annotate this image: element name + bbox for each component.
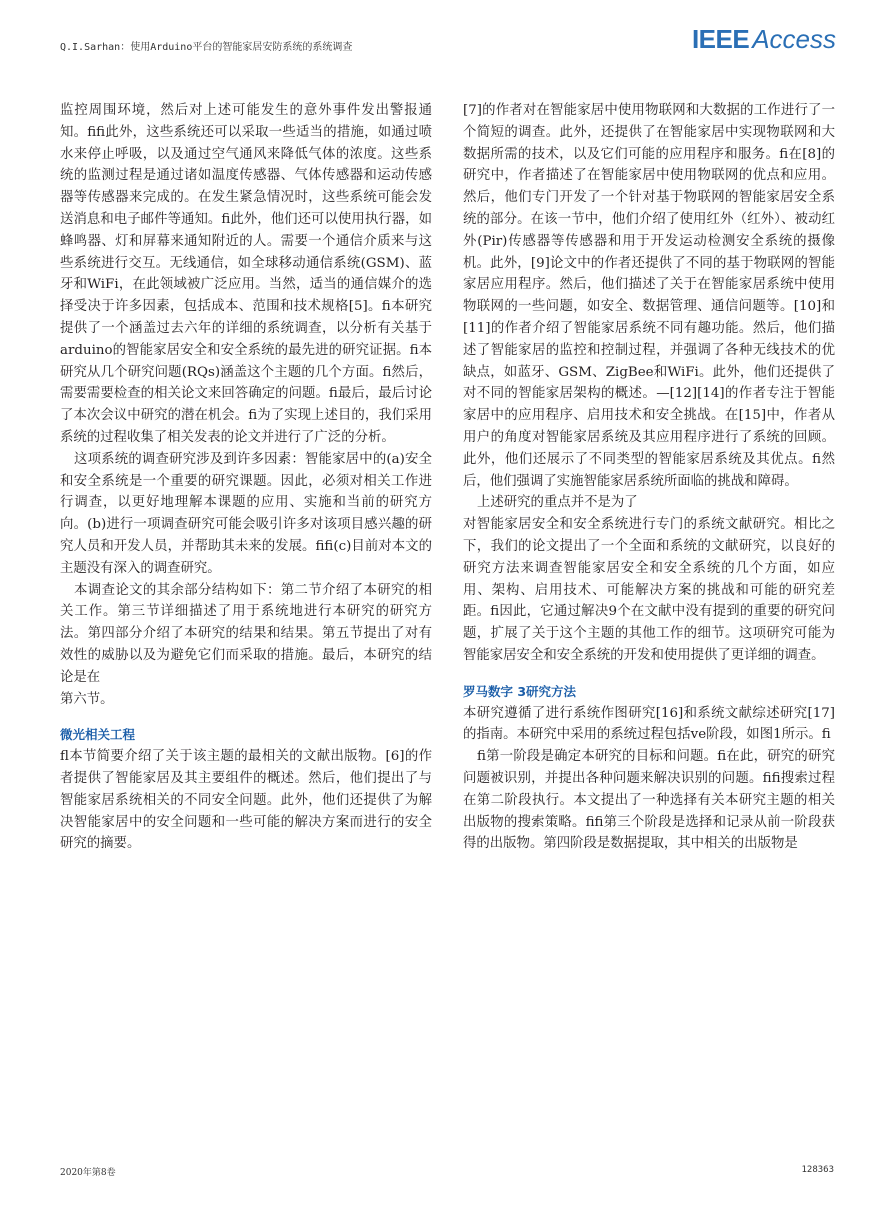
left-paragraph-3: 本调查论文的其余部分结构如下：第二节介绍了本研究的相关工作。第三节详细描述了用于系统地进行本研究的研究方法。第四部分介绍了本研究的结果和结果。第五节提出了对有效性的威胁以及为避免它们而采取的措施。最后，本研究的结论是在 <box>60 582 432 685</box>
left-paragraph-1: 监控周围环境，然后对上述可能发生的意外事件发出警报通知。fifi此外，这些系统还可以采取一些适当的措施，如通过喷水来停止呼吸，以及通过空气通风来降低气体的浓度。这些系统的监测过程是通过诸如温度传感器、气体传感器和运动传感器等传感器来完成的。在发生紧急情况时，这些系统可能会发送消息和电子邮件等通知。fi此外，他们还可以使用执行器，如蜂鸣器、灯和屏幕来通知附近的人。需要一个通信介质来与这些系统进行交互。无线通信，如全球移动通信系统(GSM)、蓝牙和WiFi，在此领域被广泛应用。当然，适当的通信媒介的选择受决于许多因素，包括成本、范围和技术规格[5]。fi本研究提供了一个涵盖过去六年的详细的系统调查，以分析有关基于arduino的智能家居安全和安全系统的最先进的研究证据。fi本研究从几个研究问题(RQs)涵盖这个主题的几个方面。fi然后，需要需要检查的相关论文来回答确定的问题。fi最后，最后讨论了本次会议中研究的潜在机会。fi为了实现上述目的，我们采用系统的过程收集了相关发表的论文并进行了广泛的分析。 <box>60 103 432 445</box>
section-heading-methodology: 罗马数字 3研究方法 <box>463 683 577 699</box>
right-paragraph-4: fi第一阶段是确定本研究的目标和问题。fi在此，研究的研究问题被识别，并提出各种问题来解决识别的问题。fifi搜索过程在第二阶段执行。本文提出了一种选择有关本研究主题的相关出版物的搜索策略。fifi第三个阶段是选择和记录从前一阶段获得的出版物。第四阶段是数据提取，其中相关的出版物是 <box>463 749 835 852</box>
left-column <box>60 100 432 855</box>
logo-access-text: Access <box>752 24 836 54</box>
right-paragraph-3: 本研究遵循了进行系统作图研究[16]和系统文献综述研究[17]的指南。本研究中采用的系统过程包括ve阶段，如图1所示。fi <box>463 705 835 743</box>
right-column <box>463 100 835 855</box>
right-paragraph-2-head: 上述研究的重点并不是为了 <box>477 495 638 511</box>
section-heading-related-work: 微光相关工程 <box>60 727 136 743</box>
left-paragraph-3-tail: 第六节。 <box>60 691 114 707</box>
running-head: Q.I.Sarhan：使用Arduino平台的智能家居安防系统的系统调查 <box>60 42 353 53</box>
right-paragraph-2: 对智能家居安全和安全系统进行专门的系统文献研究。相比之下，我们的论文提出了一个全面和系统的文献研究，以良好的研究方法来调查智能家居安全和安全系统的几个方面，如应用、架构、启用技术、可能解决方案的挑战和可能的研究差距。fi因此，它通过解决9个在文献中没有提到的重要的研究问题，扩展了关于这个主题的其他工作的细节。这项研究可能为智能家居安全和安全系统的开发和使用提供了更详细的调查。 <box>463 517 835 663</box>
logo-ieee-text: IEEE <box>691 24 750 54</box>
footer-page-number: 128363 <box>801 1165 834 1175</box>
ieee-access-logo <box>692 26 836 52</box>
right-paragraph-1: [7]的作者对在智能家居中使用物联网和大数据的工作进行了一个简短的调查。此外，还提供了在智能家居中实现物联网和大数据所需的技术，以及它们可能的应用程序和服务。fi在[8]的研究中，作者描述了在智能家居中使用物联网的优点和应用。然后，他们专门开发了一个针对基于物联网的智能家居安全系统的部分。在该一节中，他们介绍了使用红外（红外）、被动红外(Pir)传感器等传感器和用于开发运动检测安全系统的摄像机。此外，[9]论文中的作者还提供了不同的基于物联网的智能家居应用程序。然后，他们描述了关于在智能家居系统中使用物联网的一些问题，如安全、数据管理、通信问题等。[10]和[11]的作者介绍了智能家居系统不同有趣功能。然后，他们描述了智能家居的监控和控制过程，并强调了各种无线技术的优缺点，如蓝牙、GSM、ZigBee和WiFi。此外，他们还提供了对不同的智能家居架构的概述。—[12][14]的作者专注于智能家居中的应用程序、启用技术和安全挑战。在[15]中，作者从用户的角度对智能家居系统及其应用程序进行了系统的回顾。此外，他们还展示了不同类型的智能家居系统及其优点。fi然后，他们强调了实施智能家居系统所面临的挑战和障碍。 <box>463 103 835 489</box>
footer-volume: 2020年第8卷 <box>60 1168 116 1178</box>
left-paragraph-4: fl本节简要介绍了关于该主题的最相关的文献出版物。[6]的作者提供了智能家居及其主要组件的概述。然后，他们提出了与智能家居系统相关的不同安全问题。此外，他们还提供了为解决智能家居中的安全问题和一些可能的解决方案而进行的安全研究的摘要。 <box>60 749 432 852</box>
left-paragraph-2: 这项系统的调查研究涉及到许多因素：智能家居中的(a)安全和安全系统是一个重要的研究课题。因此，必须对相关工作进行调查，以更好地理解本课题的应用、实施和当前的研究方向。(b)进行一项调查研究可能会吸引许多对该项目感兴趣的研究人员和开发人员，并帮助其未来的发展。fifi(c)目前对本文的主题没有深入的调查研究。 <box>60 451 432 576</box>
